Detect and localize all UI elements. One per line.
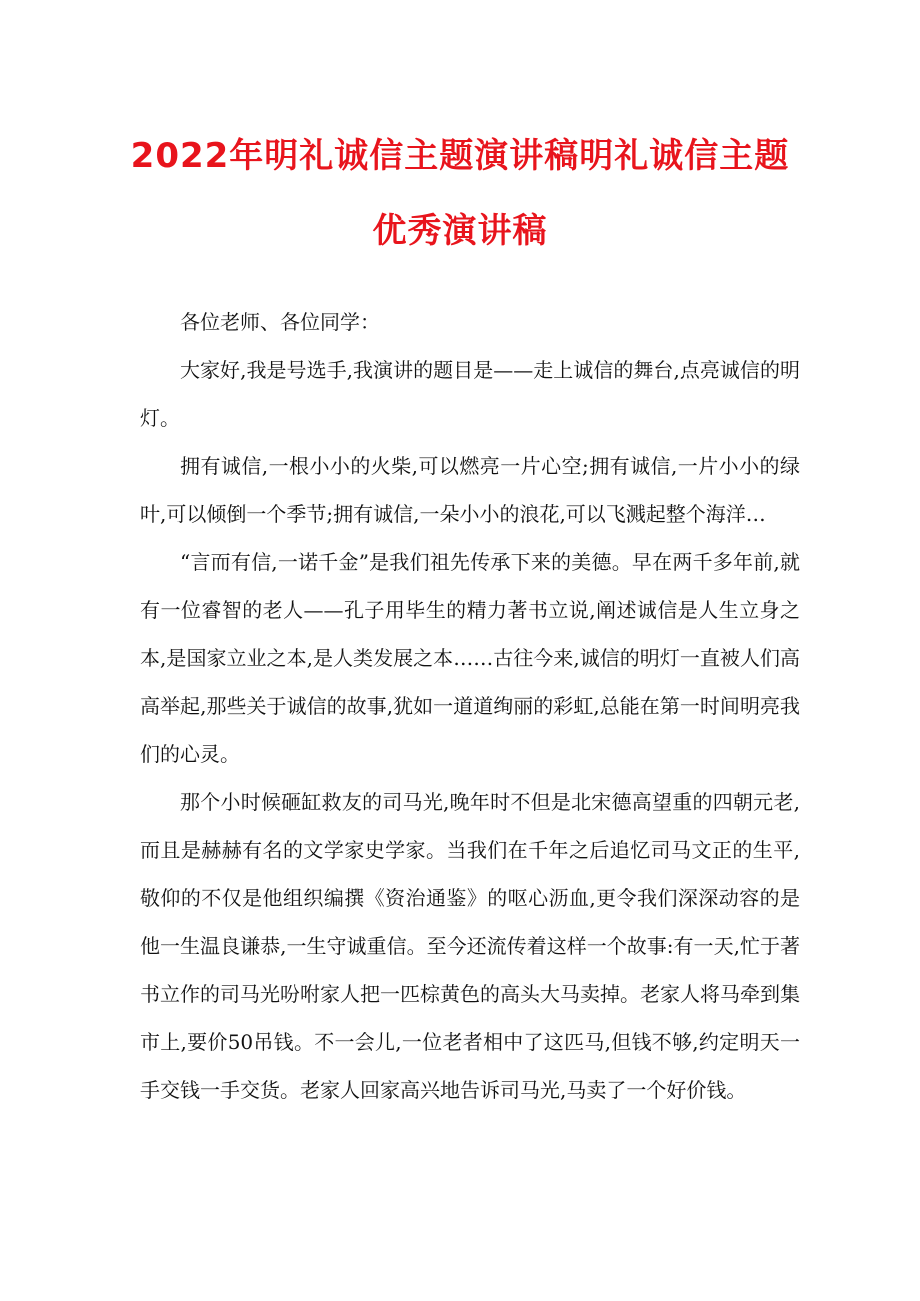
paragraph-intro: 大家好,我是号选手,我演讲的题目是——走上诚信的舞台,点亮诚信的明灯。	[140, 358, 800, 430]
paragraph-tradition: “言而有信,一诺千金”是我们祖先传承下来的美德。早在两千多年前,就有一位睿智的老人——孔子用毕生的精力著书立说,阐述诚信是人生立身之本,是国家立业之本,是人类发展之本……古往今来,诚信的明灯一直被人们高高举起,那些关于诚信的故事,犹如一道道绚丽的彩虹,总能在第一时间明亮我们的心灵。	[140, 550, 800, 766]
document-body	[140, 298, 800, 1114]
paragraph-greeting: 各位老师、各位同学：	[180, 310, 380, 334]
paragraph-sima-guang: 那个小时候砸缸救友的司马光,晚年时不但是北宋德高望重的四朝元老,而且是赫赫有名的文学家史学家。当我们在千年之后追忆司马文正的生平,敬仰的不仅是他组织编撰《资治通鉴》的呕心沥血,更令我们深深动容的是他一生温良谦恭,一生守诚重信。至今还流传着这样一个故事:有一天,忙于著书立作的司马光吩咐家人把一匹棕黄色的高头大马卖掉。老家人将马牵到集市上,要价50吊钱。不一会儿,一位老者相中了这匹马,但钱不够,约定明天一手交钱一手交货。老家人回家高兴地告诉司马光,马卖了一个好价钱。	[140, 790, 800, 1102]
document-title-line-2: 优秀演讲稿	[372, 211, 548, 251]
paragraph-metaphor: 拥有诚信,一根小小的火柴,可以燃亮一片心空;拥有诚信,一片小小的绿叶,可以倾倒一个季节;拥有诚信,一朵小小的浪花,可以飞溅起整个海洋…	[140, 454, 800, 526]
document-title-line-1: 2022年明礼诚信主题演讲稿明礼诚信主题	[130, 136, 790, 176]
